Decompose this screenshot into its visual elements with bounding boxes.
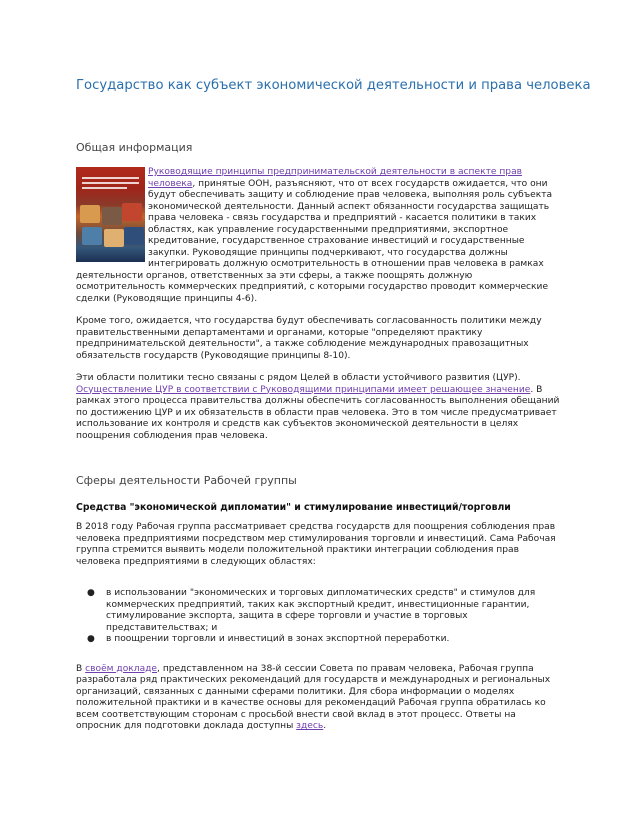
- list-item-text: в поощрении торговли и инвестиций в зонах экспортной переработки.: [106, 634, 450, 644]
- economic-diplomacy-subheading: Средства "экономической дипломатии" и стимулирование инвестиций/торговли: [76, 502, 511, 513]
- general-paragraph-3: [76, 373, 560, 442]
- cover-photo-tile: [82, 227, 102, 245]
- areas-heading: Сферы деятельности Рабочей группы: [76, 474, 297, 487]
- general-paragraph-3-text-end: . В рамках этого процесса правительства должны обеспечить согласованность выполнения обещаний по достижению ЦУР и их обязательств в области прав человека. Это в том числе предусматривает использование их контроля и средств как субъектов экономической деятельности в целях поощрения соблюдения прав человека.: [76, 384, 560, 441]
- guiding-principles-link[interactable]: Руководящие принципы предпринимательской деятельности в аспекте прав человека: [148, 167, 523, 189]
- general-paragraph-1: [76, 167, 560, 305]
- areas-paragraph-1: В 2018 году Рабочая группа рассматривает средства государств для поощрения соблюдения прав человека предприятиями посредством мер стимулирования торговли и инвестиций. Сама Рабочая группа стремится выявить модели положительной практики интеграции соблюдения прав человека предприятиями в следующих областях:: [76, 522, 556, 567]
- general-section: [76, 167, 560, 442]
- questionnaire-responses-link[interactable]: здесь: [296, 721, 324, 731]
- general-paragraph-3-text: Эти области политики тесно связаны с рядом Целей в области устойчивого развития (ЦУР).: [76, 373, 521, 383]
- areas-paragraph-2-text: В: [76, 663, 86, 674]
- areas-section: [76, 522, 560, 733]
- cover-photo-tile: [124, 227, 144, 245]
- list-item: [76, 588, 560, 634]
- general-paragraph-1-text: , принятые ООН, разъясняют, что от всех государств ожидается, что они будут обеспечивать защиту и соблюдение прав человека, выполняя роль субъекта экономической деятельности. Данный аспект обязанности государства защищать права человека - связь государства и предприятий - касается политики в таких областях, как управление государственными предприятиями, экспортное кредитование, государственное страхование инвестиций и государственные закупки. Руководящие принципы подчеркивают, что государства должны интегрировать должную осмотрительность в отношении прав человека в рамках деятельности органов, ответственных за эти сферы, а также поощрять должную осмотрительность коммерческих предприятий, с которыми государство проводит коммерческие сделки (Руководящие принципы 4-6).: [76, 178, 553, 304]
- sdg-implementation-link[interactable]: Осуществление ЦУР в соответствии с Руководящими принципами имеет решающее значение: [76, 384, 531, 395]
- cover-title-line: [82, 177, 139, 179]
- cover-title-line: [82, 182, 139, 184]
- bullet-icon: ●: [87, 588, 95, 598]
- list-item: [76, 634, 560, 646]
- list-item-text: в использовании "экономических и торговых дипломатических средств" и стимулов для коммерческих предприятий, таких как экспортный кредит, инвестиционные гарантии, стимулирование экспорта, защита в сфере торговли и участие в торговых представительствах; и: [106, 588, 536, 633]
- cover-photo-tile: [122, 203, 142, 221]
- bullet-icon: ●: [87, 634, 95, 644]
- areas-bullet-list: [76, 588, 560, 646]
- areas-paragraph-2-text-mid: , представленном на 38-й сессии Совета по правам человека, Рабочая группа разработала ряд практических рекомендаций для государств и международных и региональных организаций, связанных с данными сферами политики. Для сбора информации о моделях положительной практики и в качестве основы для рекомендаций Рабочая группа обратилась ко всем соответствующим сторонам с просьбой внести свой вклад в этот процесс. Ответы на опросник для подготовки доклада доступны: [76, 663, 551, 731]
- report-link[interactable]: своём докладе: [85, 663, 158, 674]
- cover-photo-tile: [104, 229, 124, 247]
- page-title: Государство как субъект экономической деятельности и права человека: [76, 78, 591, 93]
- general-paragraph-2: Кроме того, ожидается, что государства будут обеспечивать согласованность политики между правительственными департаментами и органами, которые "определяют практику предпринимательской деятельности", а также соблюдение международных правозащитных обязательств государств (Руководящие принципы 8-10).: [76, 316, 542, 361]
- general-heading: Общая информация: [76, 141, 193, 154]
- areas-paragraph-2-text-end: .: [323, 721, 327, 731]
- cover-title-line: [82, 187, 127, 189]
- cover-photo-tile: [102, 207, 122, 225]
- areas-paragraph-2: [76, 664, 560, 733]
- cover-photo-tile: [80, 205, 100, 223]
- guiding-principles-cover-image[interactable]: [76, 167, 145, 262]
